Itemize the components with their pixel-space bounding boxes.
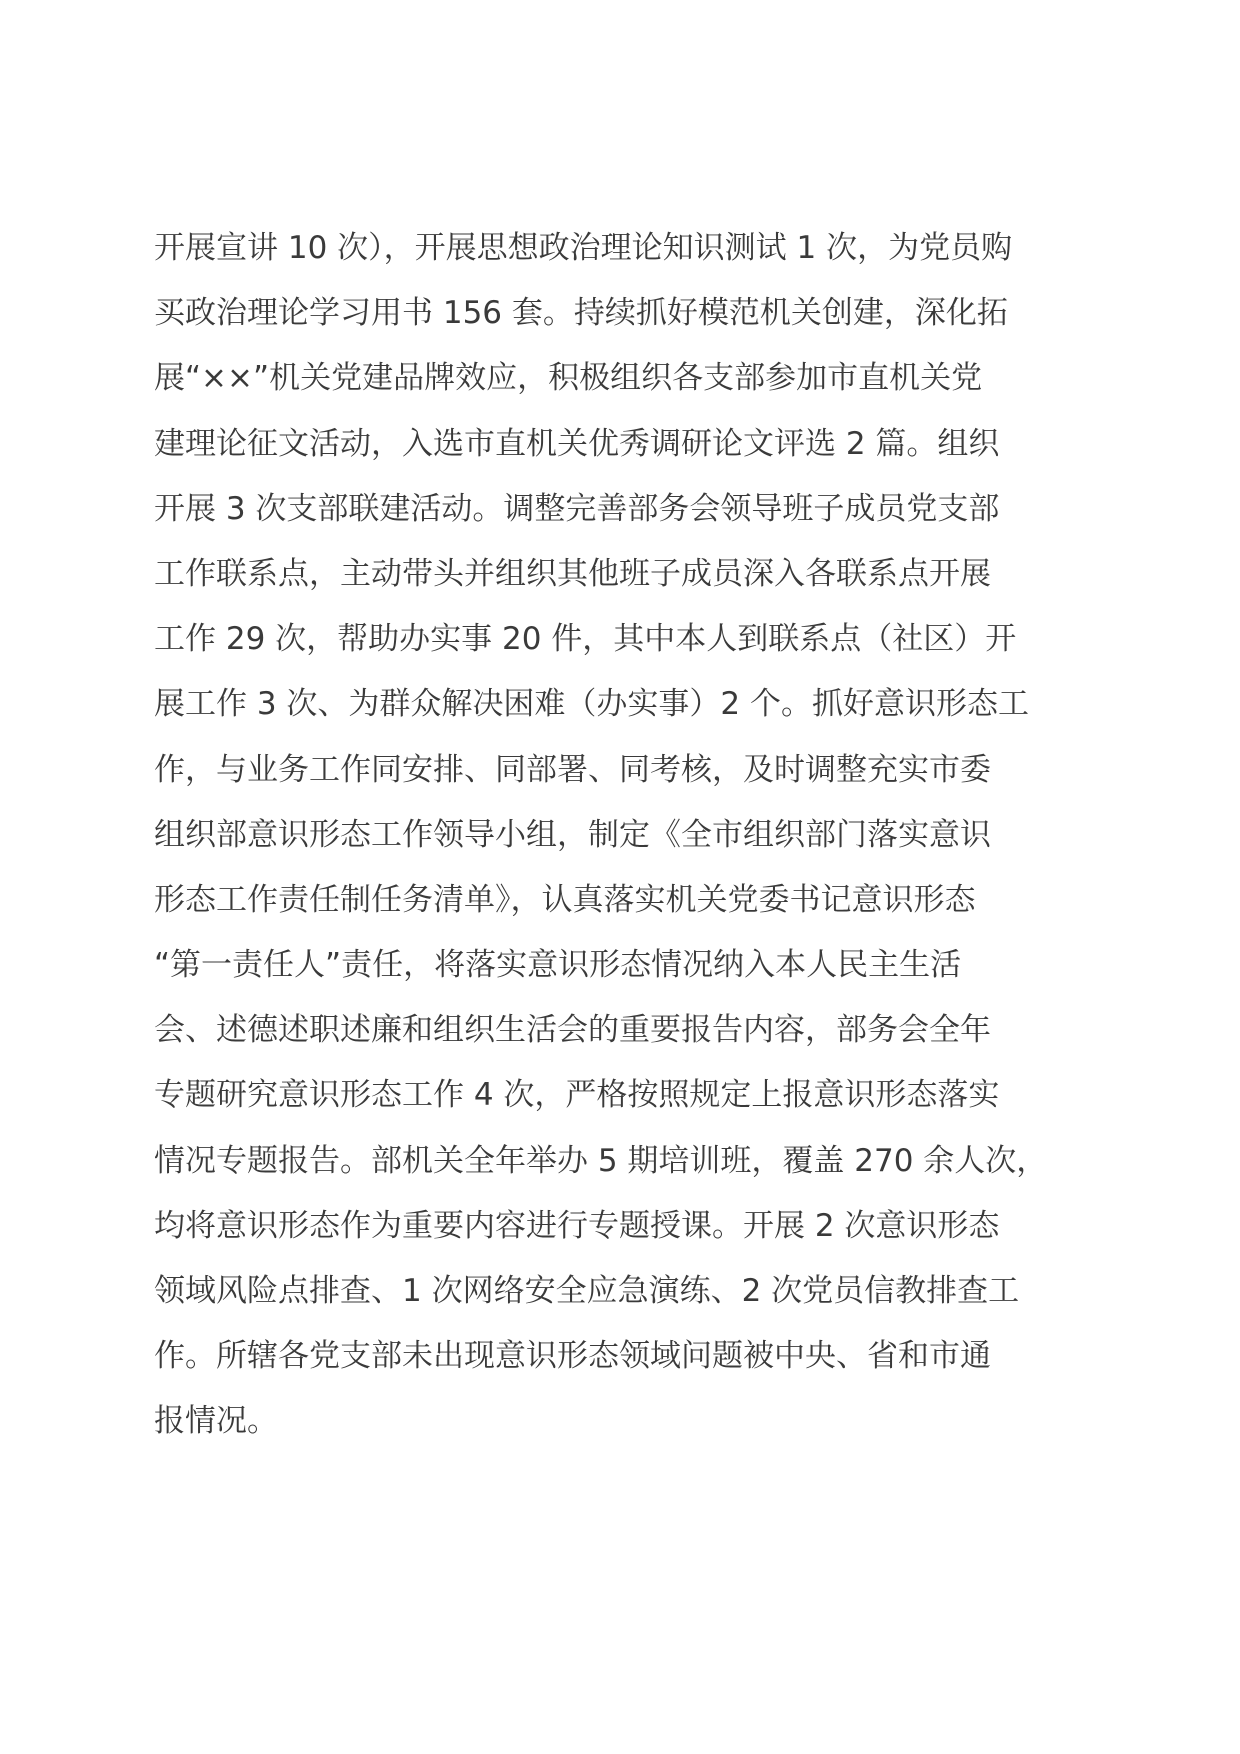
text-line: 均将意识形态作为重要内容进行专题授课。开展 2 次意识形态	[154, 1207, 1000, 1244]
text-line: 报情况。	[154, 1403, 278, 1440]
text-line: 会、述德述职述廉和组织生活会的重要报告内容，部务会全年	[154, 1012, 991, 1049]
text-line: 工作 29 次，帮助办实事 20 件，其中本人到联系点（社区）开	[154, 621, 1017, 658]
text-line: 作，与业务工作同安排、同部署、同考核，及时调整充实市委	[154, 751, 991, 788]
text-line: 情况专题报告。部机关全年举办 5 期培训班，覆盖 270 余人次，	[154, 1142, 1048, 1179]
body-paragraph	[154, 216, 1094, 1455]
text-line: 作。所辖各党支部未出现意识形态领域问题被中央、省和市通	[154, 1338, 991, 1375]
text-line: 买政治理论学习用书 156 套。持续抓好模范机关创建，深化拓	[154, 295, 1008, 332]
text-line: 领域风险点排查、1 次网络安全应急演练、2 次党员信教排查工	[154, 1273, 1020, 1309]
text-line: 开展 3 次支部联建活动。调整完善部务会领导班子成员党支部	[154, 490, 1000, 527]
text-line: 建理论征文活动，入选市直机关优秀调研论文评选 2 篇。组织	[154, 425, 1000, 462]
text-line: 展工作 3 次、为群众解决困难（办实事）2 个。抓好意识形态工	[154, 686, 1030, 723]
text-line: 专题研究意识形态工作 4 次，严格按照规定上报意识形态落实	[154, 1077, 1000, 1114]
text-line: 展“××”机关党建品牌效应，积极组织各支部参加市直机关党	[154, 360, 983, 397]
text-line: 工作联系点，主动带头并组织其他班子成员深入各联系点开展	[154, 555, 991, 592]
text-line: 形态工作责任制任务清单》，认真落实机关党委书记意识形态	[154, 881, 976, 918]
text-line: 组织部意识形态工作领导小组，制定《全市组织部门落实意识	[154, 816, 991, 853]
text-line: 开展宣讲 10 次），开展思想政治理论知识测试 1 次，为党员购	[154, 230, 1013, 266]
text-line: “第一责任人”责任，将落实意识形态情况纳入本人民主生活	[154, 947, 962, 984]
